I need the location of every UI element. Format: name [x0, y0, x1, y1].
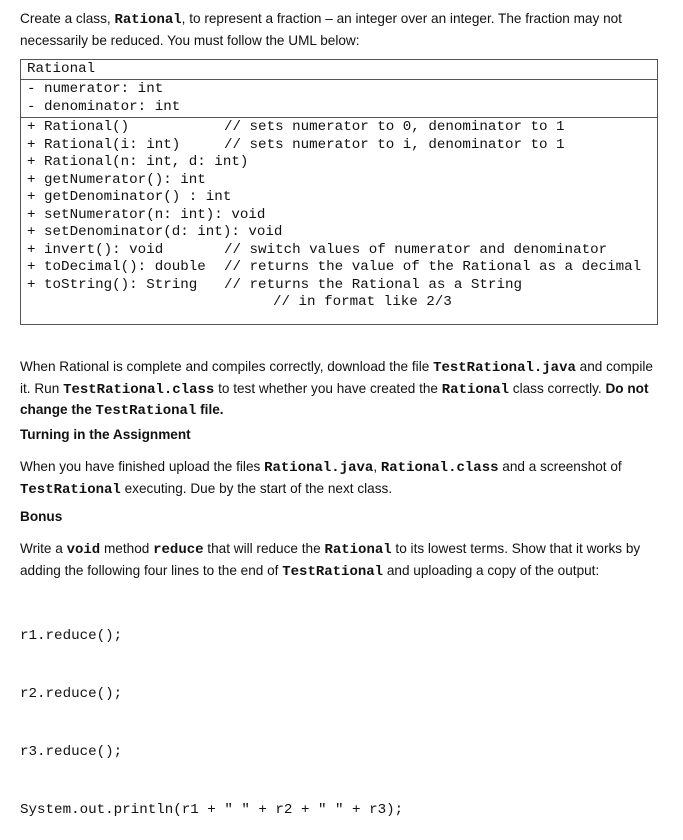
uml-class-diagram	[20, 59, 658, 325]
method-signature: + Rational(n: int, d: int)	[27, 154, 249, 170]
method-comment: // sets numerator to i, denominator to 1	[224, 136, 565, 153]
uml-method	[27, 207, 657, 225]
turnin-text-2: ,	[373, 459, 381, 474]
bonus-text-3: that will reduce the	[203, 541, 325, 556]
file-testrational-class: TestRational.class	[63, 381, 215, 398]
code-line: r2.reduce();	[20, 686, 123, 703]
intro-paragraph	[20, 9, 665, 50]
turnin-text-1: When you have finished upload the files	[20, 459, 265, 474]
method-comment: // switch values of numerator and denominator	[224, 241, 608, 258]
file-testrational-java: TestRational.java	[433, 360, 576, 376]
file-testrational: TestRational	[20, 481, 121, 498]
compile-paragraph	[20, 357, 665, 422]
uml-method	[27, 189, 657, 207]
uml-method	[27, 277, 657, 295]
uml-method	[27, 119, 657, 137]
code-block	[20, 588, 403, 840]
method-signature: + Rational(i: int)	[27, 136, 181, 153]
compile-text-1: When Rational is complete and compiles correctly, download the file	[20, 359, 434, 374]
method-signature: + invert(): void	[27, 241, 164, 258]
uml-method	[27, 224, 657, 242]
keyword-reduce: reduce	[153, 542, 204, 558]
method-signature: + getDenominator() : int	[27, 189, 232, 205]
compile-text-3: to test whether you have created the	[214, 380, 442, 396]
turning-in-heading: Turning in the Assignment	[20, 427, 191, 442]
uml-methods-section	[21, 118, 657, 312]
method-comment: // returns the value of the Rational as a decimal	[224, 259, 642, 275]
method-signature: + getNumerator(): int	[27, 171, 206, 188]
method-signature: + Rational()	[27, 119, 130, 135]
bonus-text-5: and uploading a copy of the output:	[383, 562, 600, 578]
intro-class-name: Rational	[114, 12, 182, 28]
class-name-rational: Rational	[441, 381, 509, 398]
method-comment: // returns the Rational as a String	[224, 276, 522, 293]
code-line: System.out.println(r1 + " " + r2 + " " + r3);	[20, 802, 404, 819]
method-signature: + toDecimal(): double	[27, 259, 206, 275]
compile-text-4: class correctly.	[509, 380, 606, 396]
warning-file-name: TestRational	[95, 403, 197, 419]
continuation-comment: // in format like 2/3	[273, 294, 452, 310]
uml-method	[27, 242, 657, 260]
uml-class-title: Rational	[21, 60, 657, 80]
bonus-text-4: to its lowest terms. Show that it works by adding the following four lines to the end of	[20, 541, 641, 578]
uml-method	[27, 172, 657, 190]
bonus-text-2: method	[100, 541, 154, 556]
method-signature: + toString(): String	[27, 276, 198, 293]
code-line: r3.reduce();	[20, 744, 123, 761]
file-rational-class: Rational.class	[380, 460, 499, 476]
turnin-text-4: executing. Due by the start of the next class.	[120, 480, 393, 496]
file-rational-java: Rational.java	[264, 460, 374, 476]
class-name-rational: Rational	[324, 542, 392, 558]
uml-method	[27, 137, 657, 155]
uml-field-numerator: - numerator: int	[27, 81, 164, 97]
uml-field-denominator: - denominator: int	[27, 98, 181, 115]
method-signature: + setDenominator(d: int): void	[27, 224, 283, 240]
compile-text-2: and compile it. Run	[20, 359, 653, 396]
uml-comment-continuation	[27, 294, 657, 312]
intro-text-2: , to represent a fraction – an integer over an integer. The fraction may not necessarily be reduced. You must follow the UML below:	[20, 11, 622, 48]
file-testrational: TestRational	[282, 563, 384, 580]
uml-fields-section	[21, 80, 657, 118]
warning-text-1: Do not change the	[20, 380, 649, 417]
method-signature: + setNumerator(n: int): void	[27, 206, 266, 223]
code-line: r1.reduce();	[20, 627, 123, 644]
warning-text-2: file.	[196, 402, 224, 417]
turnin-text-3: and a screenshot of	[498, 459, 622, 474]
uml-method	[27, 154, 657, 172]
method-comment: // sets numerator to 0, denominator to 1	[224, 119, 565, 135]
bonus-text-1: Write a	[20, 541, 67, 556]
uml-method	[27, 259, 657, 277]
keyword-void: void	[66, 542, 101, 558]
bonus-paragraph	[20, 539, 665, 582]
intro-text-1: Create a class,	[20, 11, 115, 26]
turning-in-paragraph	[20, 457, 665, 500]
bonus-heading: Bonus	[20, 509, 63, 524]
